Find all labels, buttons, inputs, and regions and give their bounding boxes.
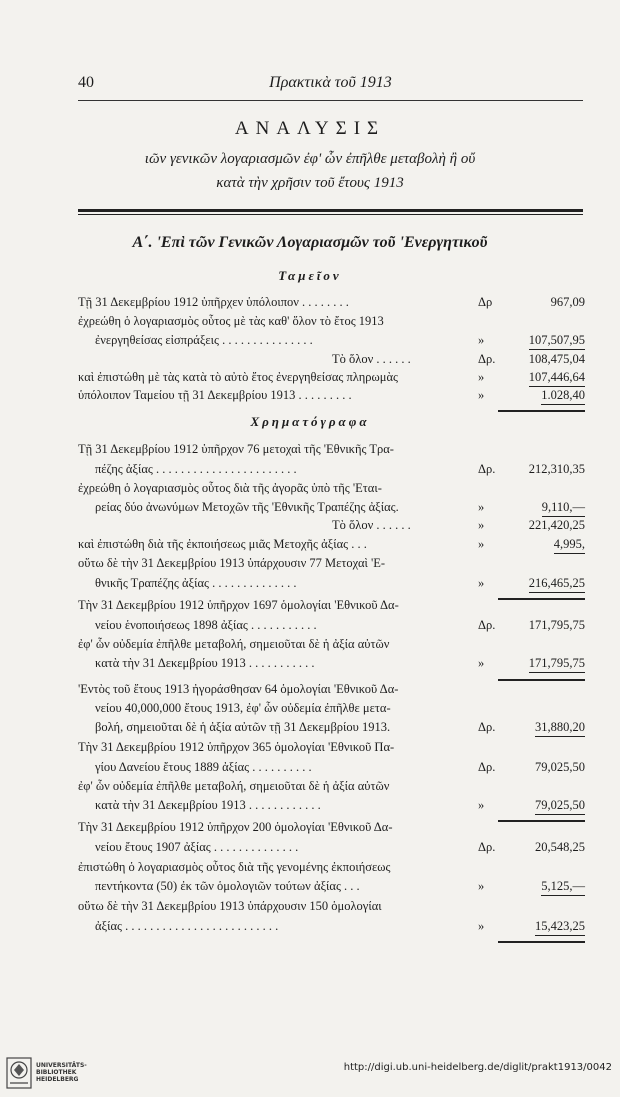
ledger-line — [0, 314, 620, 334]
line-text: ἀξίας . . . . . . . . . . . . . . . . . . . . . . . . . — [95, 919, 279, 933]
ledger-line — [0, 352, 620, 372]
line-text: ἐνεργηθείσας εἰσπράξεις . . . . . . . . . . . . . . . — [95, 333, 313, 347]
total-double-rule — [498, 941, 585, 943]
currency-mark: Δρ. — [478, 618, 496, 632]
line-amount: 20,548,25 — [535, 840, 585, 854]
line-text: καὶ ἐπιστώθη διὰ τῆς ἐκποιήσεως μιᾶς Μετοχῆς ἀξίας . . . — [78, 537, 367, 551]
ledger-line — [0, 840, 620, 860]
source-url[interactable]: http://digi.ub.uni-heidelberg.de/diglit/prakt1913/0042 — [343, 1062, 612, 1073]
line-amount: 171,795,75 — [529, 656, 585, 673]
ledger-line — [0, 556, 620, 576]
ledger-line — [0, 682, 620, 702]
line-text: κατὰ τὴν 31 Δεκεμβρίου 1913 . . . . . . . . . . . . — [95, 798, 321, 812]
currency-mark: » — [478, 370, 485, 384]
line-text: οὕτω δὲ τὴν 31 Δεκεμβρίου 1913 ὑπάρχουσιν 150 ὁμολογίαι — [78, 899, 382, 913]
ledger-line — [0, 370, 620, 390]
ledger-line — [0, 333, 620, 353]
line-text: ἐχρεώθη ὁ λογαριασμὸς οὗτος διὰ τῆς ἀγορᾶς ὑπὸ τῆς 'Εται- — [78, 481, 382, 495]
line-text: καὶ ἐπιστώθη μὲ τὰς κατὰ τὸ αὐτὸ ἔτος ἐνεργηθείσας πληρωμὰς — [78, 370, 398, 384]
line-text: θνικῆς Τραπέζης ἀξίας . . . . . . . . . . . . . . — [95, 576, 297, 590]
line-amount: 15,423,25 — [535, 919, 585, 936]
line-text: νείου ἑνοποιήσεως 1898 ἀξίας . . . . . . . . . . . — [95, 618, 317, 632]
line-text: Τὴν 31 Δεκεμβρίου 1912 ὑπῆρχον 1697 ὁμολογίαι 'Εθνικοῦ Δα- — [78, 598, 399, 612]
currency-mark: » — [478, 576, 485, 590]
line-amount: 107,507,95 — [529, 333, 585, 350]
ledger-line — [0, 899, 620, 919]
total-double-rule — [498, 679, 585, 681]
currency-mark: Δρ — [478, 295, 493, 309]
ledger-line — [0, 537, 620, 557]
line-text: ἐφ' ὧν οὐδεμία ἐπῆλθε μεταβολή, σημειοῦται δὲ ἡ ἀξία αὐτῶν — [78, 779, 390, 793]
line-text: ρείας δύο ἀνωνύμων Μετοχῶν τῆς 'Εθνικῆς Τραπέζης ἀξίας. — [95, 500, 399, 514]
subsection-cash-heading: Ταμεῖον — [278, 268, 342, 283]
ledger-line — [0, 656, 620, 676]
title-subline-1: ιῶν γενικῶν λογαριασμῶν ἐφ' ὧν ἐπῆλθε μεταβολὴ ἢ οὔ — [144, 151, 476, 167]
running-title: Πρακτικὰ τοῦ 1913 — [269, 74, 392, 91]
line-text: 'Εντὸς τοῦ ἔτους 1913 ἠγοράσθησαν 64 ὁμολογίαι 'Εθνικοῦ Δα- — [78, 682, 399, 696]
ledger-line — [0, 442, 620, 462]
line-text: γίου Δανείου ἔτους 1889 ἀξίας . . . . . . . . . . — [95, 760, 312, 774]
ledger-line — [0, 576, 620, 596]
ledger-line — [0, 919, 620, 939]
line-text: Τὸ ὅλον . . . . . . — [332, 352, 411, 366]
line-amount: 79,025,50 — [535, 798, 585, 815]
line-text: Τὴν 31 Δεκεμβρίου 1912 ὑπῆρχον 200 ὁμολογίαι 'Εθνικοῦ Δα- — [78, 820, 393, 834]
currency-mark: Δρ. — [478, 462, 496, 476]
line-text: ἐφ' ὧν οὐδεμία ἐπῆλθε μεταβολή, σημειοῦται δὲ ἡ ἀξία αὐτῶν — [78, 637, 390, 651]
header-rule — [78, 100, 583, 101]
line-amount: 171,795,75 — [528, 618, 585, 632]
line-amount: 31,880,20 — [535, 720, 585, 737]
line-text: ἐπιστώθη ὁ λογαριασμὸς οὗτος διὰ τῆς γενομένης ἐκποιήσεως — [78, 860, 391, 874]
ledger-line — [0, 740, 620, 760]
ledger-line — [0, 618, 620, 638]
ledger-line — [0, 500, 620, 520]
line-text: κατὰ τὴν 31 Δεκεμβρίου 1913 . . . . . . . . . . . — [95, 656, 315, 670]
currency-mark: » — [478, 333, 485, 347]
currency-mark: » — [478, 879, 485, 893]
ledger-line — [0, 879, 620, 899]
line-amount: 967,09 — [550, 295, 585, 309]
document-title: ΑΝΑΛΥΣΙΣ — [234, 118, 386, 139]
line-amount: 9,110,— — [542, 500, 585, 517]
line-text: πεντήκοντα (50) ἐκ τῶν ὁμολογιῶν τούτων ἀξίας . . . — [95, 879, 360, 893]
ledger-line — [0, 462, 620, 482]
currency-mark: Δρ. — [478, 352, 496, 366]
page-number: 40 — [78, 74, 94, 91]
line-text: ἐχρεώθη ὁ λογαριασμὸς οὗτος μὲ τὰς καθ' ὅλον τὸ ἔτος 1913 — [78, 314, 384, 328]
currency-mark: Δρ. — [478, 720, 496, 734]
library-name-line: UNIVERSITÄTS- — [36, 1062, 87, 1069]
library-seal-icon — [6, 1057, 32, 1089]
line-amount: 108,475,04 — [528, 352, 585, 366]
section-divider-thick — [78, 209, 583, 212]
ledger-line — [0, 295, 620, 315]
ledger-line — [0, 860, 620, 880]
library-name — [36, 1062, 87, 1083]
line-amount: 221,420,25 — [528, 518, 585, 532]
line-amount: 212,310,35 — [528, 462, 585, 476]
line-text: νείου 40,000,000 ἔτους 1913, ἐφ' ὧν οὐδεμία ἐπῆλθε μετα- — [95, 701, 391, 715]
ledger-line — [0, 598, 620, 618]
ledger-line — [0, 388, 620, 408]
currency-mark: » — [478, 518, 485, 532]
line-text: νείου ἔτους 1907 ἀξίας . . . . . . . . . . . . . . — [95, 840, 299, 854]
line-amount: 107,446,64 — [529, 370, 585, 387]
line-amount: 5,125,— — [541, 879, 585, 896]
library-name-line: HEIDELBERG — [36, 1076, 79, 1083]
line-amount: 1.028,40 — [541, 388, 585, 405]
section-divider-thin — [78, 214, 583, 215]
line-text: Τῇ 31 Δεκεμβρίου 1912 ὑπῆρχον 76 μετοχαὶ τῆς 'Εθνικῆς Τρα- — [78, 442, 394, 456]
ledger-line — [0, 701, 620, 721]
line-text: βολή, σημειοῦται δὲ ἡ ἀξία αὐτῶν τῇ 31 Δεκεμβρίου 1913. — [95, 720, 391, 734]
line-amount: 4,995, — [554, 537, 585, 554]
section-heading: Α΄. 'Επὶ τῶν Γενικῶν Λογαριασμῶν τοῦ 'Ενεργητικοῦ — [132, 234, 488, 251]
page-header — [78, 74, 583, 98]
line-text: ὑπόλοιπον Ταμείου τῇ 31 Δεκεμβρίου 1913 . . . . . . . . . — [78, 388, 352, 402]
line-text: οὕτω δὲ τὴν 31 Δεκεμβρίου 1913 ὑπάρχουσιν 77 Μετοχαὶ 'Ε- — [78, 556, 386, 570]
ledger-line — [0, 779, 620, 799]
line-amount: 79,025,50 — [535, 760, 585, 774]
currency-mark: » — [478, 537, 485, 551]
currency-mark: » — [478, 500, 485, 514]
line-text: Τὴν 31 Δεκεμβρίου 1912 ὑπῆρχον 365 ὁμολογίαι 'Εθνικοῦ Πα- — [78, 740, 395, 754]
title-subline-2: κατὰ τὴν χρῆσιν τοῦ ἔτους 1913 — [216, 175, 404, 191]
ledger-line — [0, 820, 620, 840]
currency-mark: » — [478, 919, 485, 933]
line-text: πέζης ἀξίας . . . . . . . . . . . . . . . . . . . . . . . — [95, 462, 297, 476]
ledger-line — [0, 481, 620, 501]
ledger-line — [0, 760, 620, 780]
ledger-line — [0, 720, 620, 740]
line-amount: 216,465,25 — [529, 576, 585, 593]
currency-mark: Δρ. — [478, 760, 496, 774]
ledger-line — [0, 518, 620, 538]
ledger-line — [0, 798, 620, 818]
line-text: Τὸ ὅλον . . . . . . — [332, 518, 411, 532]
ledger-line — [0, 637, 620, 657]
currency-mark: » — [478, 656, 485, 670]
total-double-rule — [498, 410, 585, 412]
currency-mark: » — [478, 798, 485, 812]
line-text: Τῇ 31 Δεκεμβρίου 1912 ὑπῆρχεν ὑπόλοιπον . . . . . . . . — [78, 295, 349, 309]
currency-mark: Δρ. — [478, 840, 496, 854]
currency-mark: » — [478, 388, 485, 402]
subsection-securities-heading: Χρηματόγραφα — [250, 414, 370, 429]
library-name-line: BIBLIOTHEK — [36, 1069, 77, 1076]
